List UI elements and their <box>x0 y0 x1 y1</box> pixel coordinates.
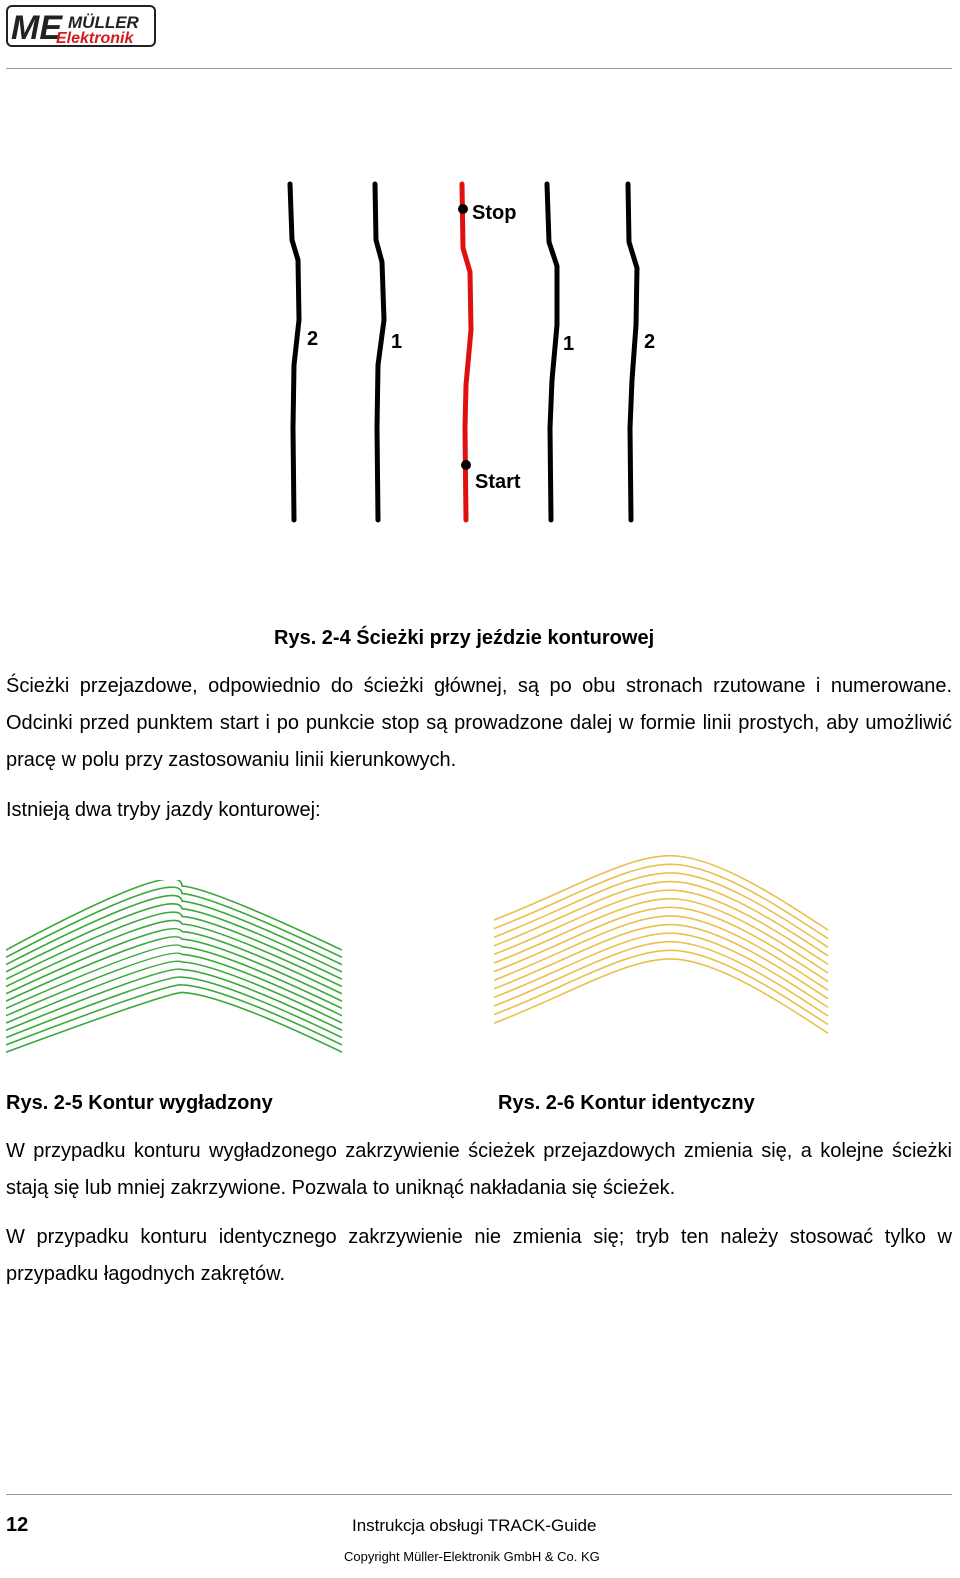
paragraph-identical-contour: W przypadku konturu identycznego zakrzywienie nie zmienia się; tryb ten należy stosować tylko w przypadku łagodnych zakrętów. <box>6 1226 952 1285</box>
identical-contour-line <box>494 925 828 999</box>
track-right-outer <box>628 184 637 520</box>
identical-contour-line <box>494 882 828 956</box>
figure-2-6-caption: Rys. 2-6 Kontur identyczny <box>498 1092 755 1114</box>
paragraph-track-projection: Ścieżki przejazdowe, odpowiednio do ścieżki głównej, są po obu stronach rzutowane i numerowane. Odcinki przed punktem start i po punkcie stop są prowadzone dalej w formie linii prostych, aby umożliwić pracę w polu przy zastosowaniu linii kierunkowych. <box>6 675 952 771</box>
figure-2-5-caption: Rys. 2-5 Kontur wygładzony <box>6 1092 273 1114</box>
track-left-inner <box>375 184 384 520</box>
identical-contour-lines <box>494 856 828 1033</box>
figure-identical-contour <box>492 850 830 1056</box>
track-number-left-inner: 1 <box>391 331 403 353</box>
logo-text-bottom: Elektronik <box>56 30 134 47</box>
identical-contour-line <box>494 942 828 1016</box>
track-left-outer <box>290 184 299 520</box>
identical-contour-line <box>494 864 828 938</box>
identical-contour-line <box>494 899 828 973</box>
identical-contour-line <box>494 916 828 990</box>
smoothed-contour-diagram <box>6 880 342 1056</box>
mueller-elektronik-logo <box>6 4 158 50</box>
paragraph-smoothed-contour: W przypadku konturu wygładzonego zakrzywienie ścieżek przejazdowych zmienia się, a kolejne ścieżki stają się lub mniej zakrzywione. Pozwala to uniknąć nakładania się ścieżek. <box>6 1140 952 1199</box>
track-right-inner <box>547 184 557 520</box>
logo-mark: ME <box>11 9 62 47</box>
stop-point <box>458 204 468 214</box>
identical-contour-line <box>494 873 828 947</box>
identical-contour-line <box>494 856 828 930</box>
identical-contour-line <box>494 907 828 981</box>
figure-smoothed-contour <box>6 880 342 1056</box>
smoothed-contour-lines <box>6 880 342 1052</box>
footer-divider <box>6 1494 952 1495</box>
stop-label: Stop <box>472 202 517 224</box>
figure-contour-tracks <box>270 170 670 540</box>
identical-contour-diagram <box>492 850 830 1056</box>
footer-document-title: Instrukcja obsługi TRACK-Guide <box>352 1516 597 1535</box>
track-number-right-inner: 1 <box>563 333 575 355</box>
start-point <box>461 460 471 470</box>
track-number-right-outer: 2 <box>644 331 656 353</box>
header-divider <box>6 68 952 69</box>
identical-contour-line <box>494 950 828 1024</box>
figure-2-4-caption: Rys. 2-4 Ścieżki przy jeździe konturowej <box>274 627 655 649</box>
identical-contour-line <box>494 890 828 964</box>
company-logo <box>6 4 158 50</box>
logo-text-top: MÜLLER <box>68 13 139 32</box>
identical-contour-line <box>494 933 828 1007</box>
contour-tracks-diagram <box>270 170 670 540</box>
start-label: Start <box>475 471 521 493</box>
identical-contour-line <box>494 959 828 1033</box>
page-number: 12 <box>6 1514 29 1536</box>
footer-copyright: Copyright Müller-Elektronik GmbH & Co. KG <box>344 1549 600 1564</box>
paragraph-contour-modes-intro: Istnieją dwa tryby jazdy konturowej: <box>6 799 321 821</box>
track-number-left-outer: 2 <box>307 328 319 350</box>
